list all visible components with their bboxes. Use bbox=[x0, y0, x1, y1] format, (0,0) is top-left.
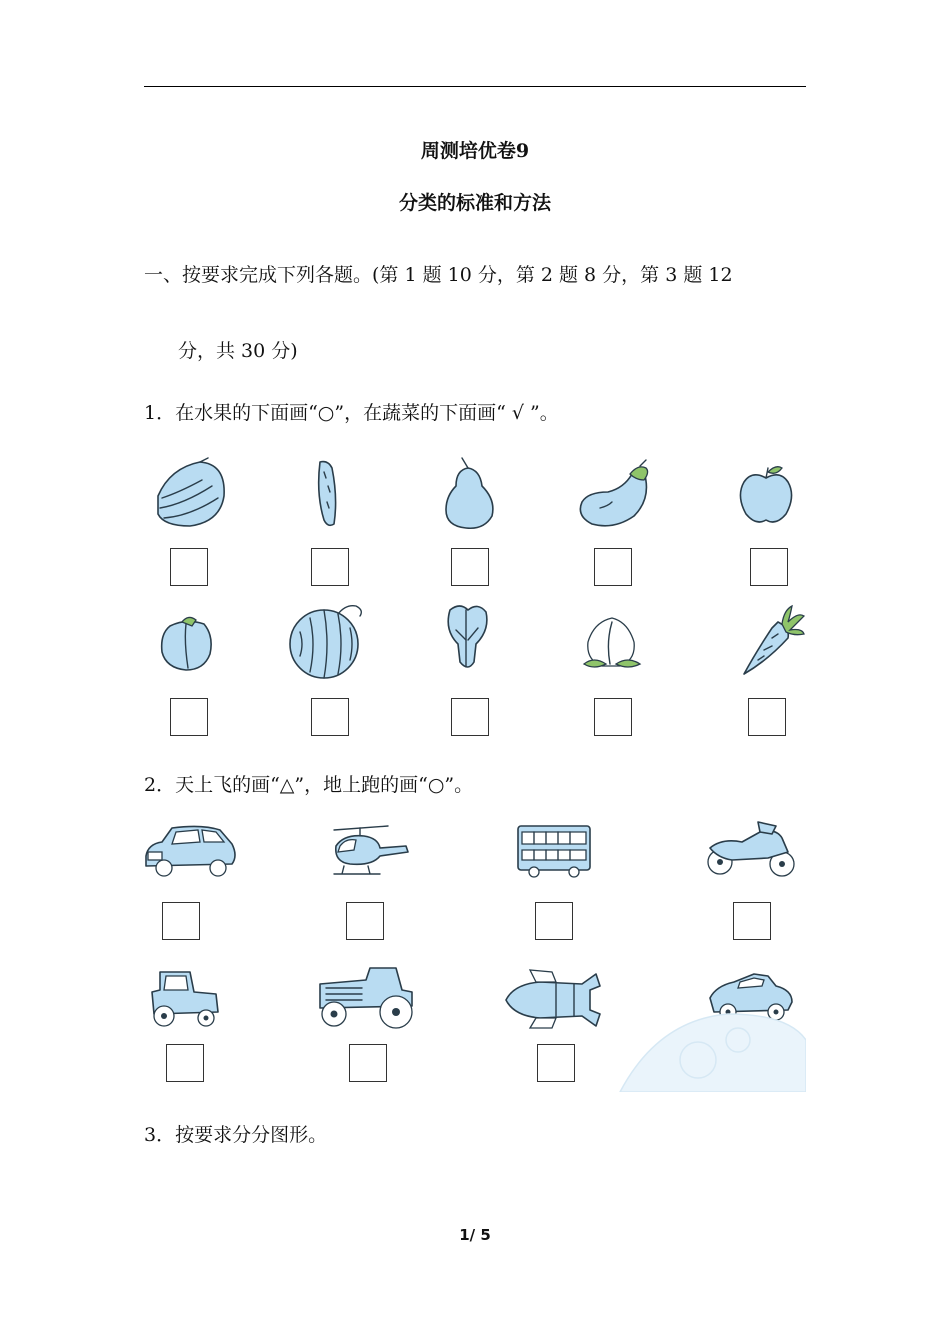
page-number: 1/ 5 bbox=[459, 1226, 491, 1244]
answer-box[interactable] bbox=[750, 548, 788, 586]
peach-icon bbox=[576, 612, 646, 674]
section-heading-line2: 分，共 30 分) bbox=[178, 340, 298, 362]
pepper-icon bbox=[156, 612, 218, 674]
answer-box[interactable] bbox=[170, 548, 208, 586]
bok-choy-icon bbox=[442, 600, 492, 676]
answer-box[interactable] bbox=[166, 1044, 204, 1082]
bus-icon bbox=[514, 822, 594, 878]
question-1-prompt: 1．在水果的下面画“○”，在蔬菜的下面画“ √ ”。 bbox=[144, 402, 559, 424]
tractor-small-icon bbox=[146, 966, 222, 1030]
answer-box[interactable] bbox=[748, 698, 786, 736]
rocket-icon bbox=[500, 966, 608, 1030]
answer-box[interactable] bbox=[451, 698, 489, 736]
section-heading-line1: 一、按要求完成下列各题。(第 1 题 10 分，第 2 题 8 分，第 3 题 12 bbox=[144, 264, 733, 286]
page-title: 周测培优卷9 bbox=[420, 140, 530, 162]
answer-box[interactable] bbox=[346, 902, 384, 940]
answer-box[interactable] bbox=[733, 902, 771, 940]
pear-icon bbox=[438, 456, 500, 532]
answer-box[interactable] bbox=[311, 548, 349, 586]
question-2-prompt: 2．天上飞的画“△”，地上跑的画“○”。 bbox=[144, 774, 474, 796]
answer-box[interactable] bbox=[537, 1044, 575, 1082]
apple-icon bbox=[736, 464, 796, 526]
header-rule bbox=[144, 86, 806, 87]
watermark-mascot-icon bbox=[618, 1000, 806, 1092]
helicopter-icon bbox=[324, 822, 410, 882]
question-3-prompt: 3．按要求分分图形。 bbox=[144, 1124, 328, 1146]
answer-box[interactable] bbox=[311, 698, 349, 736]
answer-box[interactable] bbox=[451, 548, 489, 586]
answer-box[interactable] bbox=[170, 698, 208, 736]
car-icon bbox=[142, 822, 238, 882]
watermelon-icon bbox=[286, 596, 372, 682]
answer-box[interactable] bbox=[535, 902, 573, 940]
answer-box[interactable] bbox=[162, 902, 200, 940]
cucumber-icon bbox=[308, 458, 348, 530]
answer-box[interactable] bbox=[594, 698, 632, 736]
tractor-large-icon bbox=[316, 962, 416, 1030]
answer-box[interactable] bbox=[594, 548, 632, 586]
banana-icon bbox=[150, 456, 230, 532]
answer-box[interactable] bbox=[349, 1044, 387, 1082]
motorcycle-icon bbox=[702, 818, 798, 882]
eggplant-icon bbox=[574, 458, 660, 530]
page-subtitle: 分类的标准和方法 bbox=[398, 192, 551, 214]
carrot-icon bbox=[738, 604, 808, 676]
